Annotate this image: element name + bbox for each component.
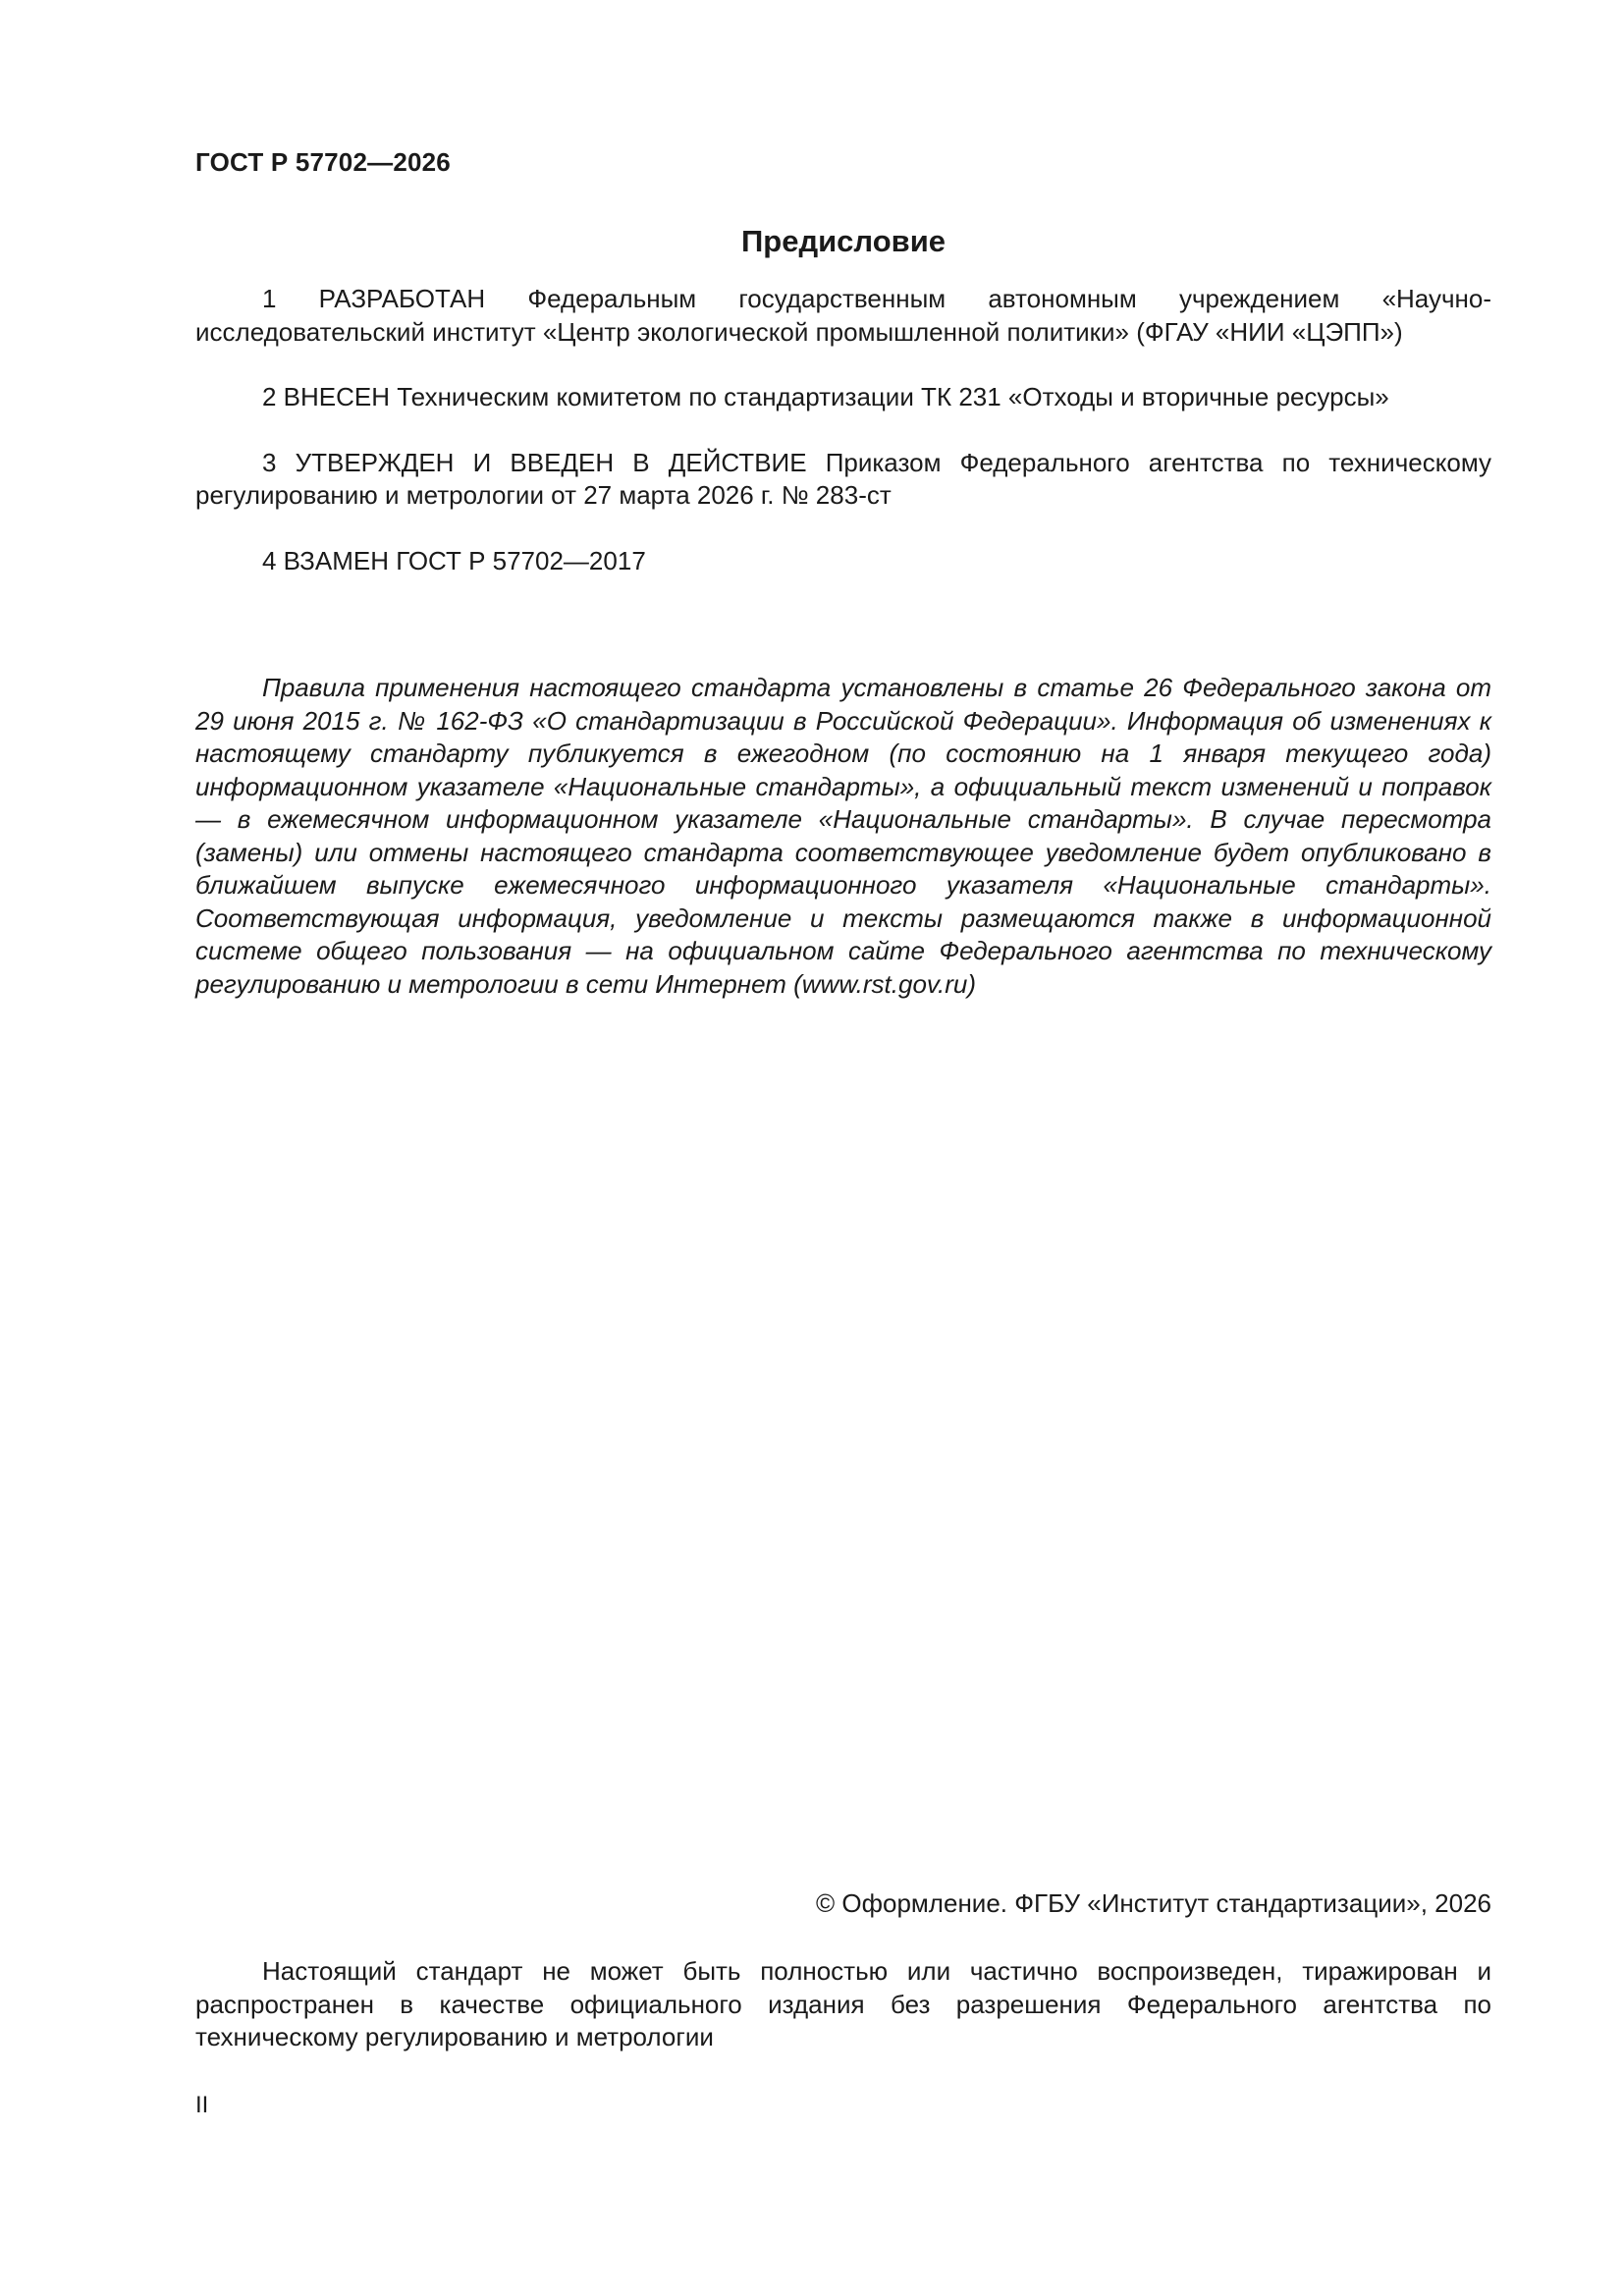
foreword-item-introduced: 2 ВНЕСЕН Техническим комитетом по стандартизации ТК 231 «Отходы и вторичные ресурсы» — [262, 382, 1389, 411]
application-notice-text: Правила применения настоящего стандарта установлены в статье 26 Федерального закона от 29 июня 2015 г. № 162-ФЗ «О стандартизации в Российской Федерации». Информация об изменениях к настоящему стандарту публикуется в ежегодном (по состоянию на 1 января текущего года) информационном указателе «Национальные стандарты», а официальный текст изменений и поправок — в ежемесячном информационном указателе «Национальные стандарты». В случае пересмотра (замены) или отмены настоящего стандарта соответствующее уведомление будет опубликовано в ближайшем выпуске ежемесячного информационного указателя «Национальные стандарты». Соответствующая информация, уведомление и тексты размещаются также в информационной системе общего пользования — на официальном сайте Федерального агентства по техническому регулированию и метрологии в сети Интернет (www.rst.gov.ru) — [195, 673, 1491, 999]
document-code: ГОСТ Р 57702—2026 — [195, 147, 451, 177]
reproduction-notice-text: Настоящий стандарт не может быть полностью или частично воспроизведен, тиражирован и распространен в качестве официального издания без разрешения Федерального агентства по техническому регулированию и метрологии — [195, 1956, 1491, 2051]
foreword-item-approved: 3 УТВЕРЖДЕН И ВВЕДЕН В ДЕЙСТВИЕ Приказом Федерального агентства по техническому регулированию и метрологии от 27 марта 2026 г. № 283-ст — [195, 447, 1491, 510]
reproduction-notice — [195, 1955, 1491, 2054]
application-notice — [195, 672, 1491, 1001]
copyright-line: © Оформление. ФГБУ «Институт стандартизации», 2026 — [816, 1888, 1491, 1918]
foreword-items — [195, 283, 1491, 610]
page-number: II — [195, 2092, 209, 2118]
foreword-item-developed: 1 РАЗРАБОТАН Федеральным государственным автономным учреждением «Научно-исследовательский институт «Центр экологической промышленной политики» (ФГАУ «НИИ «ЦЭПП») — [195, 284, 1491, 347]
foreword-title: Предисловие — [740, 224, 946, 258]
foreword-item-replaces: 4 ВЗАМЕН ГОСТ Р 57702—2017 — [262, 545, 646, 575]
